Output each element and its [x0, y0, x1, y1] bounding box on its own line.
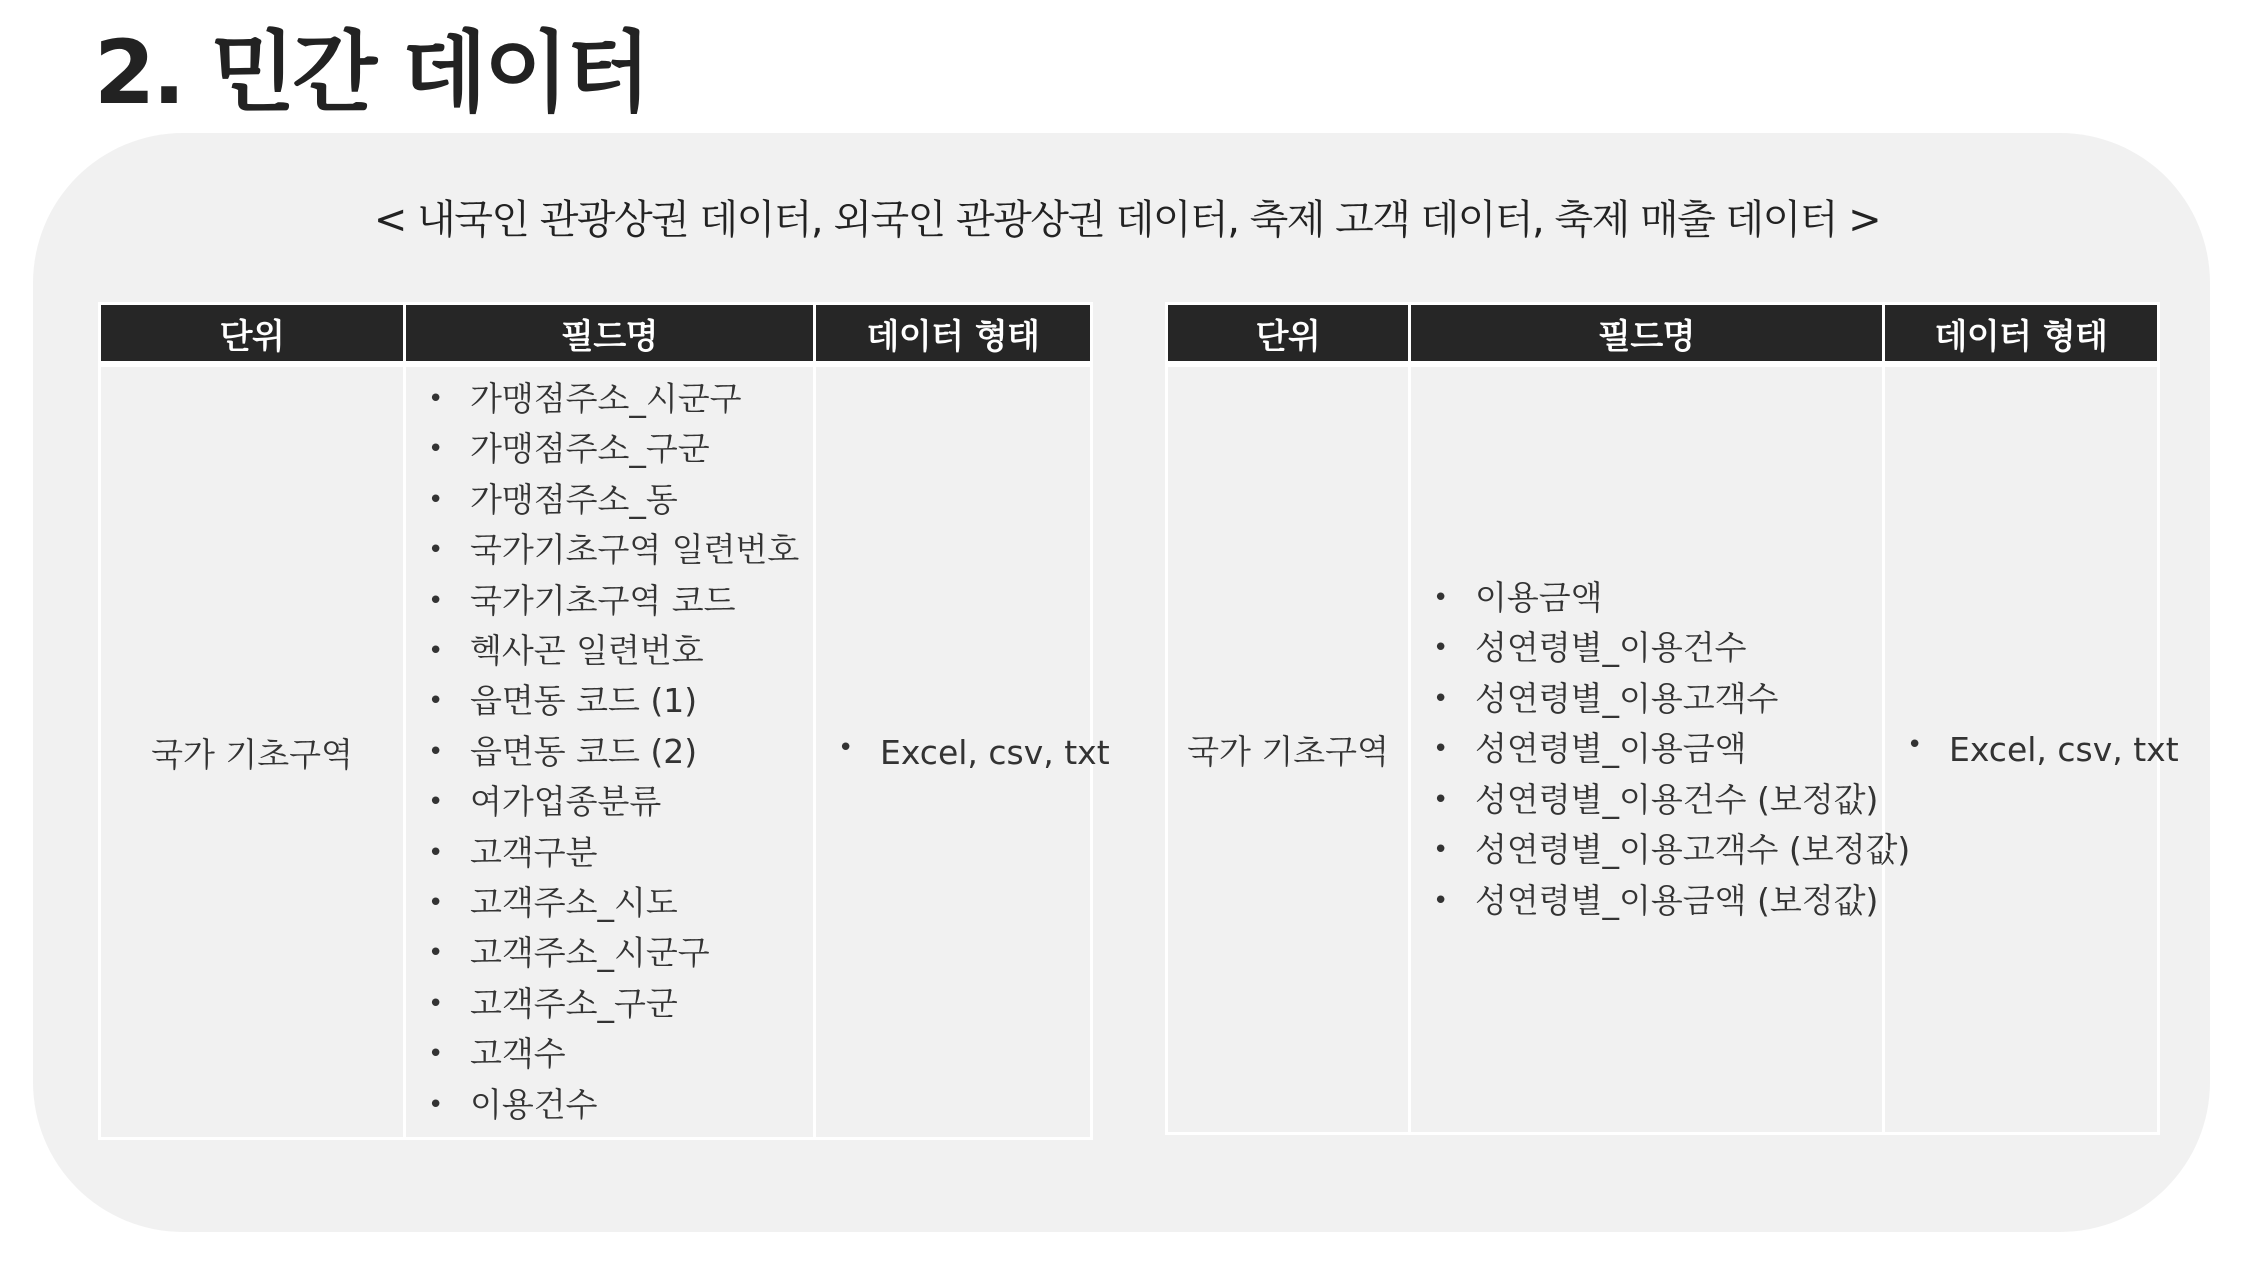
- fields-cell: [405, 364, 815, 1139]
- field-item: • 성연령별_이용금액: [1429, 724, 1882, 774]
- header-data-format: 데이터 형태: [815, 304, 1092, 365]
- field-list: [1411, 573, 1911, 926]
- field-item: • 가맹점주소_구군: [424, 424, 813, 474]
- unit-cell: 국가 기초구역: [100, 364, 405, 1139]
- field-item: • 여가업종분류: [424, 777, 813, 827]
- field-item: • 고객주소_시도: [424, 878, 813, 928]
- field-item: • 고객구분: [424, 828, 813, 878]
- field-item: • 헥사곤 일련번호: [424, 626, 813, 676]
- field-list: [406, 374, 813, 1130]
- format-item: • Excel, csv, txt: [1885, 730, 2157, 769]
- header-unit: 단위: [100, 304, 405, 365]
- field-item: • 가맹점주소_동: [424, 475, 813, 525]
- table-header-row: [100, 304, 1092, 365]
- field-item: • 성연령별_이용고객수 (보정값): [1429, 825, 1882, 875]
- table-row: [1167, 364, 2159, 1134]
- table-header-row: [1167, 304, 2159, 365]
- format-item: • Excel, csv, txt: [816, 733, 1090, 772]
- field-item: • 읍면동 코드 (1): [424, 676, 813, 726]
- field-item: • 성연령별_이용건수 (보정값): [1429, 775, 1882, 825]
- field-item: • 이용건수: [424, 1080, 813, 1130]
- field-item: • 성연령별_이용금액 (보정값): [1429, 876, 1882, 926]
- field-item: • 고객수: [424, 1029, 813, 1079]
- field-item: • 이용금액: [1429, 573, 1882, 623]
- header-unit: 단위: [1167, 304, 1410, 365]
- field-item: • 성연령별_이용고객수: [1429, 674, 1882, 724]
- field-item: • 성연령별_이용건수: [1429, 623, 1882, 673]
- header-field-name: 필드명: [1410, 304, 1884, 365]
- field-table-left: [98, 302, 1110, 1140]
- page-title: 2. 민간 데이터: [94, 21, 648, 124]
- field-item: • 국가기초구역 일련번호: [424, 525, 813, 575]
- field-item: • 고객주소_구군: [424, 979, 813, 1029]
- format-cell: [1884, 364, 2179, 1134]
- header-data-format: 데이터 형태: [1884, 304, 2159, 365]
- panel-subtitle: < 내국인 관광상권 데이터, 외국인 관광상권 데이터, 축제 고객 데이터, 축제 매출 데이터 >: [373, 197, 1881, 243]
- header-field-name: 필드명: [405, 304, 815, 365]
- format-cell: [815, 364, 1110, 1139]
- field-item: • 고객주소_시군구: [424, 928, 813, 978]
- field-item: • 가맹점주소_시군구: [424, 374, 813, 424]
- field-table-right: [1165, 302, 2179, 1135]
- fields-cell: [1410, 364, 1911, 1134]
- field-item: • 읍면동 코드 (2): [424, 727, 813, 777]
- table-row: [100, 364, 1092, 1139]
- unit-cell: 국가 기초구역: [1167, 364, 1410, 1134]
- field-item: • 국가기초구역 코드: [424, 576, 813, 626]
